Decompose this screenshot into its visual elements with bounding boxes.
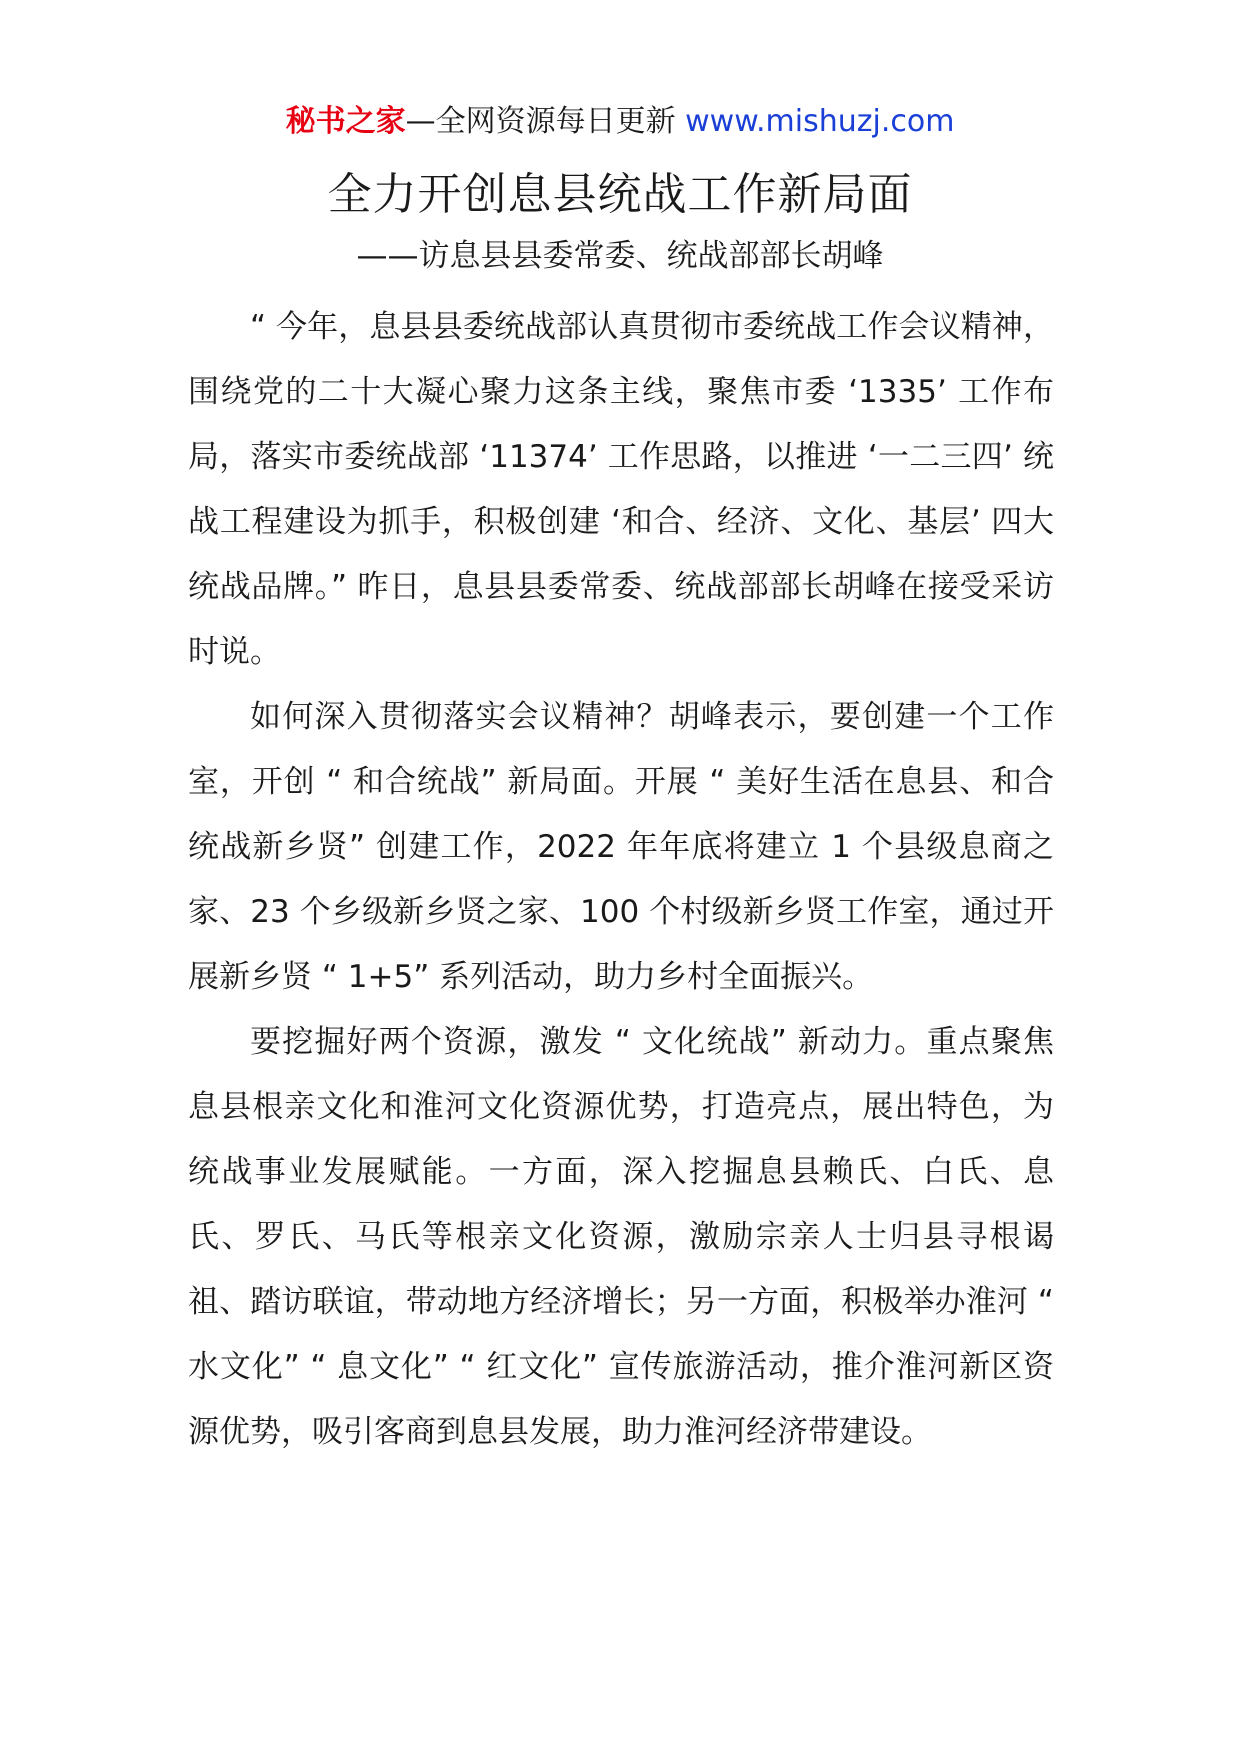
article-subtitle: ——访息县县委常委、统战部部长胡峰 bbox=[356, 238, 884, 274]
header-tagline: —全网资源每日更新 bbox=[405, 104, 676, 139]
article-body bbox=[188, 295, 1054, 1465]
brand-name: 秘书之家 bbox=[285, 104, 406, 139]
paragraph-3: 要挖掘好两个资源，激发 “ 文化统战” 新动力。重点聚焦息县根亲文化和淮河文化资源优势，打造亮点，展出特色，为统战事业发展赋能。一方面，深入挖掘息县赖氏、白氏、息氏、罗氏、马氏等根亲文化资源，激励宗亲人士归县寻根谒祖、踏访联谊，带动地方经济增长；另一方面，积极举办淮河 “ 水文化” “ 息文化” “ 红文化” 宣传旅游活动，推介淮河新区资源优势，吸引客商到息县发展，助力淮河经济带建设。 bbox=[188, 1024, 1054, 1450]
paragraph-1: “ 今年，息县县委统战部认真贯彻市委统战工作会议精神，围绕党的二十大凝心聚力这条主线，聚焦市委 ‘1335’ 工作布局，落实市委统战部 ‘11374’ 工作思路，以推进 ‘一二三四’ 统战工程建设为抓手，积极创建 ‘和合、经济、文化、基层’ 四大统战品牌。” 昨日，息县县委常委、统战部部长胡峰在接受采访时说。 bbox=[188, 309, 1054, 670]
paragraph-2: 如何深入贯彻落实会议精神？胡峰表示，要创建一个工作室，开创 “ 和合统战” 新局面。开展 “ 美好生活在息县、和合统战新乡贤” 创建工作，2022 年年底将建立 1 个县级息商之家、23 个乡级新乡贤之家、100 个村级新乡贤工作室，通过开展新乡贤 “ 1+5” 系列活动，助力乡村全面振兴。 bbox=[188, 699, 1054, 995]
site-url-link[interactable]: www.mishuzj.com bbox=[685, 104, 955, 139]
site-header bbox=[0, 100, 1240, 144]
article-title: 全力开创息县统战工作新局面 bbox=[327, 169, 913, 220]
